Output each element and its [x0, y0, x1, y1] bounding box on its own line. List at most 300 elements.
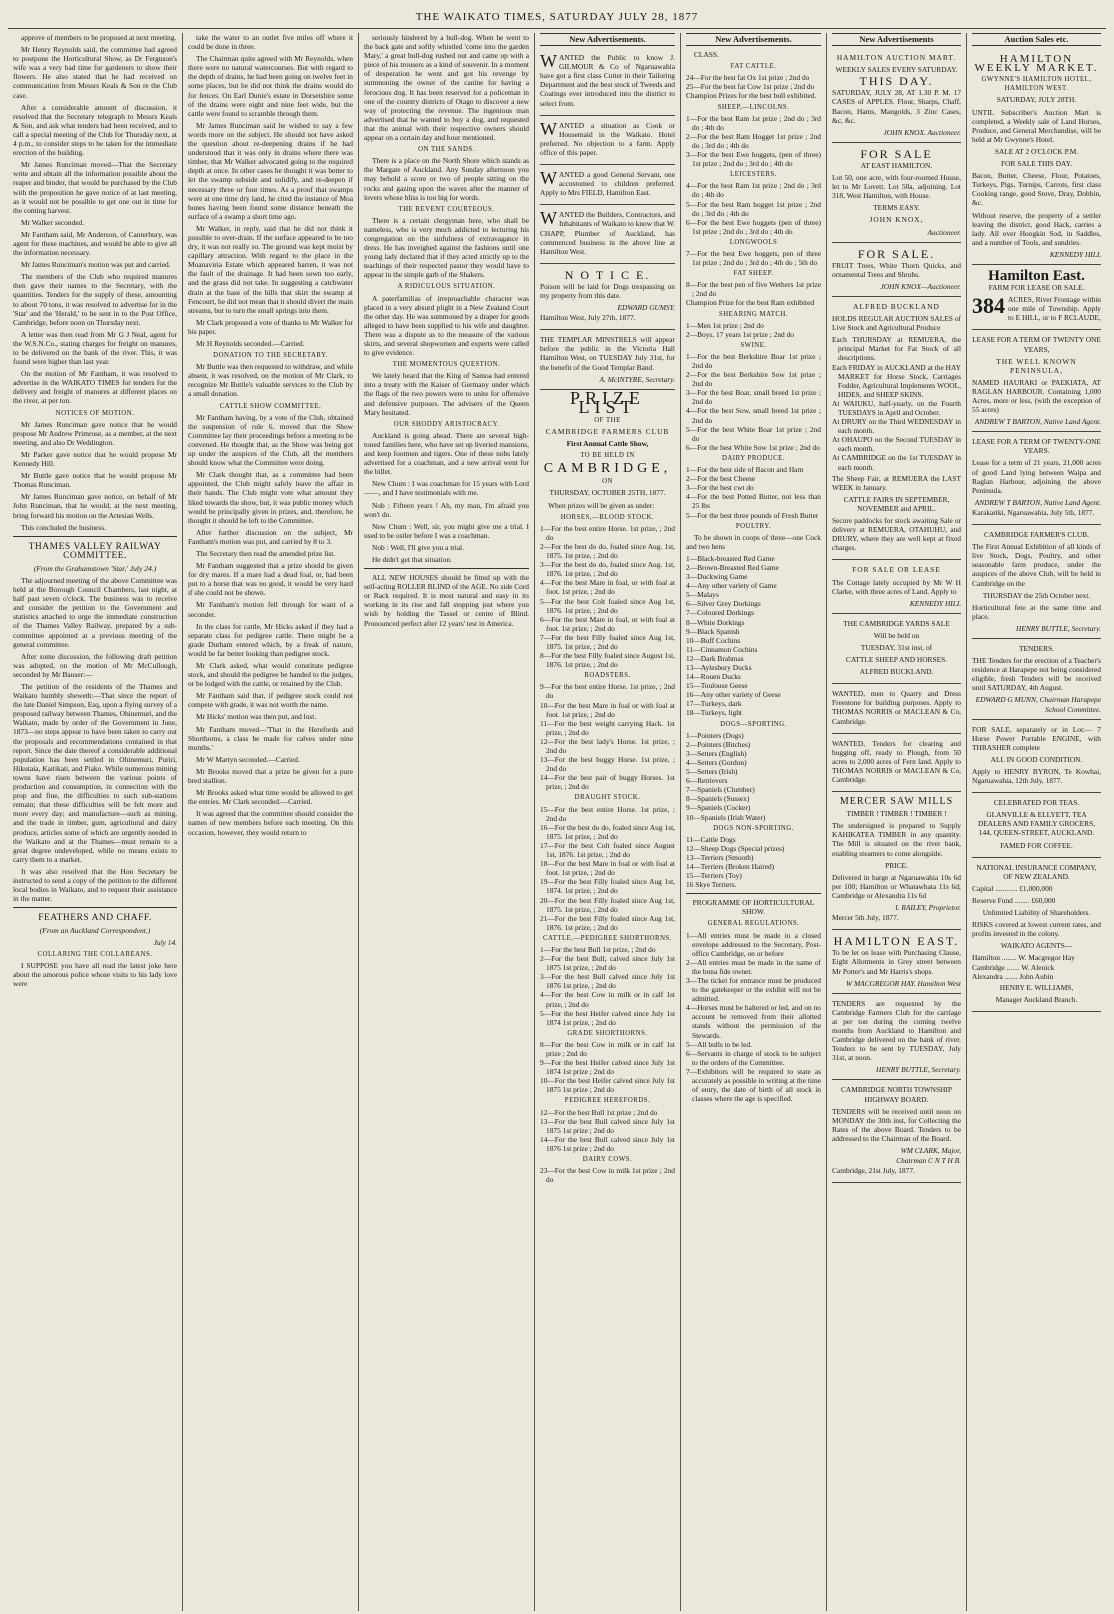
prize-class: 12—Sheep Dogs (Special prizes) [686, 843, 785, 853]
ad-text: Horticultural fete at the same time and place. [972, 602, 1101, 621]
regulation: 3—The ticket for entrance must be produced to the gatekeeper or the exhibit will not be admitted. [686, 976, 821, 1004]
paragraph: He didn't get that situation. [372, 554, 452, 564]
prize-class: 10—For the best Heifer calved since July 1st 1875 1st prize ; 2nd do [540, 1076, 675, 1095]
prize-club: CAMBRIDGE FARMERS CLUB [545, 427, 670, 436]
classified-ad [540, 207, 675, 263]
paragraph: Nob : Well, I'll give you a trial. [372, 542, 464, 552]
paragraph: Mr Fantham having, by a vote of the Club, obtained the suspension of rule 6, moved that the Show Committee lay their proceedings before a meeting to be convened. He thought that, as the Show was being got up under the auspices of the Club, all the members should know what the Committee were doing. [188, 412, 353, 468]
ad-text: Delivered in barge at Ngaruawahia 10s 6d per 100; Hamilton or Whatawhata 11s 6d; Cambridge or Alexandra 11s 6d [832, 872, 961, 900]
article-source: (From an Auckland Correspondent.) [39, 926, 151, 936]
prize-list-title: PRIZE LIST [569, 387, 645, 417]
prize-class-list [540, 1040, 675, 1095]
ad-title: CAMBRIDGE NORTH TOWNSHIP HIGHWAY BOARD. [841, 1085, 952, 1104]
ad-signer: I. RAILEY, Proprietor. [895, 903, 961, 913]
ad-title: FOR SALE. [857, 246, 936, 261]
prize-class: 4—For the best Potted Butter, not less than 25 lbs [686, 492, 821, 511]
ad-date: Cambridge, 21st July, 1877. [832, 1166, 915, 1176]
ad-subtitle: FOR SALE THIS DAY. [1001, 159, 1072, 169]
divider [686, 893, 821, 894]
ad-text: UNTIL Subscriber's Auction Mart is completed, a Weekly sale of Land Horses, Produce, and General Merchandise, will be held at Mr Gwynne's Hotel. [972, 107, 1101, 144]
ad-title: NATIONAL INSURANCE COMPANY, OF NEW ZEALAND. [976, 862, 1097, 881]
prize-class-list [686, 352, 821, 452]
agent: Cambridge ....... W. Alenick [972, 962, 1055, 972]
prize-class: 11—Cinnamon Cochins [686, 644, 758, 654]
ad-subtitle: GWYNNE'S HAMILTON HOTEL, HAMILTON WEST. [981, 76, 1092, 93]
ad-title: MERCER SAW MILLS [839, 796, 954, 808]
paragraph: Mr James Runciman gave notice that he would propose Mr Andrew Primrose, as a member, at the next meeting, and also Dr Weddington. [13, 419, 177, 447]
ad-title: LEASE FOR A TERM OF TWENTY-ONE YEARS. [972, 437, 1101, 456]
paragraph: Mr Hicks' motion was then put, and lost. [196, 712, 317, 722]
ad-text: ANTED the Public to know J. GILMOUR & Co of Ngaruawahia have got a first class Cutter in their Tailoring Department and the best stock of Tweeds and Coatings ever introduced into the district to select from. [540, 53, 675, 108]
section-heading: THE MOMENTOUS QUESTION. [392, 361, 501, 369]
ad-signer: HENRY BUTTLE, Secretary. [876, 1065, 961, 1075]
ad-subtitle: TIMBER ! TIMBER ! TIMBER ! [846, 809, 947, 819]
agent: Hamilton ........ W. Macgregor Hay [972, 953, 1075, 963]
paragraph: The members of the Club who required manures then gave their names to the Secretary, with the quantities. Tenders for the supply of these, amounting to about 70 tons, it was resolved to advertise for in the 'Star' and the 'Herald,' to be sent in to the Post Office, Cambridge, before noon on Thursday next. [13, 272, 177, 327]
prize-class: 19—For the best Filly foaled since Aug 1st, 1874. 1st prize, ; 2nd do [540, 877, 675, 896]
hort-subtitle: GENERAL REGULATIONS. [707, 920, 800, 928]
prize-class-list [686, 114, 821, 169]
for-sale-ad [832, 145, 961, 243]
prize-class: 14—For the best Bull calved since July 1st 1876 1st prize ; 2nd do [540, 1134, 675, 1153]
prize-class: 2—For the best Bull, calved since July 1st 1875 1st prize, ; 2nd do [540, 954, 675, 973]
masthead: THE WAIKATO TIMES, SATURDAY JULY 28, 1877 [8, 6, 1106, 29]
regulation: 4—Horses must be haltered or led, and on no account be removed from their allotted stands without the permission of the Stewards. [686, 1003, 821, 1040]
ad-signer-role: Manager Auckland Branch. [995, 994, 1078, 1004]
regulation: 6—Servants in charge of stock to be subject to the orders of the Committee. [686, 1048, 821, 1067]
ad-text: Will be held on [873, 630, 920, 640]
ad-signer: WM CLARK, Major, [900, 1146, 961, 1155]
prize-class: 13—Terriers (Smooth) [686, 852, 754, 862]
prize-of: OF THE [594, 416, 621, 424]
col1-paras [13, 33, 177, 406]
paragraph: It was agreed that the committee should consider the names of new members before each meeting. On this occasion, however, they would return to [188, 809, 353, 837]
ad-signer: W MACGREGOR HAY. Hamilton West [845, 978, 961, 988]
ad-title: ALFRED BUCKLAND [853, 301, 940, 311]
column-4 [534, 33, 680, 1611]
prize-class-list [686, 73, 821, 100]
peninsula-lease-ad [972, 332, 1101, 432]
ad-date: Hamilton West, July 27th, 1877. [540, 313, 636, 323]
ad-title: LEASE FOR A TERM OF TWENTY ONE YEARS, [972, 335, 1101, 354]
ad-subtitle: CATTLE SHEEP AND HORSES. [845, 655, 948, 665]
prize-class: 2—For the best Cheese [686, 474, 756, 484]
prize-class: 16 Skye Terriers. [686, 880, 737, 890]
ad-text: FOR SALE, separately or in Lot:— 7 Horse Power Portable ENGINE, with THRASHER complete [972, 724, 1101, 752]
tenders-ad [972, 641, 1101, 720]
agent: Alexandra ....... John Aubin [972, 971, 1054, 981]
prize-class: 7—Spaniels (Clumber) [686, 785, 755, 795]
sale-day: Each THURSDAY at REMUERA, the principal Market for Fat Stock of all descriptions. [832, 335, 961, 363]
paragraph: Mr Walker seconded. [21, 217, 85, 227]
class-heading: SWINE. [740, 341, 767, 349]
ad-subtitle: ALL IN GOOD CONDITION. [990, 754, 1083, 764]
ad-text: FRUIT Trees, White Thorn Quicks, and ornamental Trees and Shrubs. [832, 260, 961, 279]
paragraph: This concluded the business. [21, 522, 106, 532]
prize-held: TO BE HELD IN [580, 452, 635, 460]
prize-class: 9—Spaniels (Cocker) [686, 803, 751, 813]
ad-text: Poison will be laid for Dogs trespassing on my property from this date. [540, 281, 675, 300]
prize-class: 13—For the best Bull calved since July 1st 1875 1st prize ; 2nd do [540, 1116, 675, 1135]
ad-text: RISKS covered at lowest current rates, and profits invested in the colony. [972, 920, 1101, 939]
ad-subtitle: FAMED FOR COFFEE. [1000, 840, 1073, 850]
lease-ad [832, 562, 961, 613]
ad-text: THE TEMPLAR MINSTRELS will appear before the public in the Victoria Hall Hamilton West, on TUESDAY July 31st, for the benefit of the Good Templar Band. [540, 335, 675, 372]
paragraph: After a considerable amount of discussion, it resolved that the Secretary telegraph to Messrs Keals & Son, and ask what tenders had been received, and to call a special meeting of the Club for Thursday next, at 4 p.m., to consider steps to be taken for the immediate erection of the building. [13, 102, 177, 158]
ad-subtitle: CATTLE FAIRS IN SEPTEMBER, NOVEMBER and APRIL. [843, 494, 950, 513]
ad-subtitle: Unlimited Liability of Shareholders. [982, 908, 1091, 918]
regulation: 7—Exhibitors will be required to state as accurately as possible in writing at the time of entry, the date of birth of all stock in classes where the age is specified. [686, 1066, 821, 1104]
prize-class-list [686, 554, 821, 718]
ad-subtitle: WAIKATO AGENTS— [1000, 941, 1073, 951]
regulations-list [686, 931, 821, 1104]
paragraph: approve of members to be proposed at next meeting. [21, 33, 177, 42]
prize-class: 16—For the best do do, foaled since Aug 1st, 1875. 1st prize, ; 2nd do [540, 822, 675, 841]
prize-class: 12—For the best Bull 1st prize ; 2nd do [540, 1107, 658, 1117]
sale-day: At DRURY on the Third WEDNESDAY in each month. [832, 417, 961, 436]
prize-class: Champion Prize for the best Ram exhibited [686, 298, 815, 308]
sale-days-list [832, 335, 961, 471]
prize-class: 12—Dark Brahmas [686, 653, 744, 663]
prize-class: 7—For the best Ewe hoggets, pen of three 1st prize ; 2nd do ; 3rd do ; 4th do ; 5th do [686, 248, 821, 268]
regulation: 5—All bulls to be led. [686, 1039, 752, 1049]
ad-signer: EDWARD G MUNN, Chairman Harapepe School Committee. [975, 695, 1101, 714]
prize-class-list [686, 249, 821, 267]
paragraph: Mr H Reynolds seconded.—Carried. [196, 339, 305, 348]
prize-class: 23—For the best Cow in milk 1st prize ; 2nd do [540, 1166, 675, 1185]
class-heading: LONGWOOLS [729, 238, 778, 246]
prize-class: 2—For the best do do, foaled since Aug. 1st, 1875. 1st prize, ; 2nd do [540, 541, 675, 561]
roller-blind-ad: ALL NEW HOUSES should be fitted up with the self-acting ROLLER BLIND of the AGE. No side Cord or Rack required. It is most natural and easy in its working in its rise and fall stopping just where you wish by holding the Tassel or centre of Blind. Pronounced perfect after 12 years' test in America. [364, 573, 529, 628]
prize-class: 3—For the best do do, foaled since Aug. 1st, 1876. 1st prize, ; 2nd do [540, 560, 675, 579]
ad-signer-role: Auctioneer. [927, 227, 961, 237]
ad-text: THE Tenders for the erection of a Teacher's residence at Harapepe not being considered eligible, fresh Tenders will be received until SATURDAY, 4th August. [972, 656, 1101, 693]
paragraph: Mr Buttle was then requested to withdraw, and while absent, it was resolved, on the motion of Mr Clark, to recognize Mr Buttle's valuable services to the Club by a small donation. [188, 362, 353, 399]
insurance-ad [972, 860, 1101, 1012]
paragraph: Mr W Martyn seconded.—Carried. [196, 754, 300, 764]
ad-text: TENDERS are requested by the Cambridge Farmers Club for the carriage at per ton during the coming twelve months from Auckland to Hamilton and Cambridge delivered on the bank of river. Tenders to be sent by TUESDAY, July 31st, at noon. [832, 998, 961, 1063]
paragraph: Mr Walker, in reply, said that he did not think it possible to over-drain. If the surface appeared to be too dry, it was not really so. The ground was kept moist by capillary attraction. With regard to the place in the Moanaviria Estate which appeared barren, it was not the fault of the drainage. It had been sown too early, and the grass did not take. In suggesting a catchwater drain at the base of the hills that skirt the swamp at Fencourt, he did not mean that it should divert the main streams, but to turn the small springs into them. [188, 223, 353, 315]
paragraph: Mr Clark thought that, as a committee had been appointed, the Club might safely leave the affair in their hands. The Club might vote what amount they liked towards the show, but, it was public money which would be principally given in prizes, and, therefore, he thought it should be left to the Committee. [188, 470, 353, 525]
prize-class: 7—Coloured Dorkings [686, 608, 754, 618]
prize-class: 10—For the best Mare in foal or with foal at foot. 1st prize, ; 2nd do [540, 700, 675, 719]
prize-class-list [540, 682, 675, 791]
paragraph: Mr James Runciman said he wished to say a few words more on the subject. He should not have asked the question about re-deepening drains if he had understood that it was only in drains where there was timber, that Mr Walker advocated going to the required depth at once. In other cases he thought it was better to let the swamp subside and solidify, and re-deepen if necessary three or four times. As a proof that swamps were at one time dry land, he cited the instance of Moa bones having been found some distance beneath the surface of a swamp a short time ago. [188, 120, 353, 221]
prize-class: 3—Duckwing Game [686, 572, 748, 582]
paragraph: I SUPPOSE you have all read the latest joke here about the amorous police whose visits to his lady love were [13, 960, 177, 988]
prize-class: 15—Terriers (Toy) [686, 871, 742, 881]
ad-title: TENDERS. [1018, 643, 1055, 653]
ad-text: ANTED a situation as Cook or Housemaid in the Waikato. Hotel preferred. No objection to a farm. Apply office of this paper. [540, 120, 675, 157]
paragraph: The adjourned meeting of the above Committee was held at the Borough Council Chambers, last night, at half past seven o'clock. The business was to receive and consider the petition to the Government and statistics attached to urge the immediate construction of the Thames Valley Railway, prepared by a sub-committee appointed at a previous meeting of the general committee. [13, 575, 177, 649]
section-heading: NOTICES OF MOTION. [55, 409, 135, 417]
prize-class: 8—For the best pen of five Wethers 1st prize ; 2nd do [686, 280, 821, 299]
paragraph: Nob : Fifteen years ! Ah, my man, I'm afraid you won't do. [364, 500, 529, 519]
paragraph: Mr Fantham suggested that a prize should be given for dry mares. If a mare had a dead foal, or, had been put to a horse that was no good, it would be very hard if she could not be shown. [188, 561, 353, 598]
ad-subtitle: PRICE. [885, 860, 908, 870]
prize-class-list [686, 280, 821, 307]
paragraph: Mr Buttle gave notice that he would propose Mr Thomas Runciman. [13, 471, 177, 490]
wanted-ad [832, 686, 961, 733]
ad-text: Apply to HENRY BYRON, Te Kowhai, Ngaruawahia, 12th July, 1877. [972, 767, 1101, 786]
paragraph: In the class for cattle, Mr Hicks asked if they had a separate class for pedigree cattle. There might be a grade Durham entered which, by a freak of nature, would be far better looking than pedigree stock. [188, 621, 353, 658]
class-heading: DAIRY PRODUCE. [721, 454, 786, 462]
ad-signer: KENNEDY HILL [909, 598, 961, 608]
prize-class: 4—For the best Mare in foal, or with foal at foot. 1st prize, ; 2nd do [540, 578, 675, 597]
prize-class: 8—For the best Filly foaled since August 1st, 1876. 1st prize, ; 2nd do [540, 651, 675, 670]
ad-text: ANTED a good General Servant, one accustomed to children preferred. Apply to Mrs FIELD, Hamilton East. [540, 170, 675, 198]
paragraph: Mr Fantham said, Mr Anderson, of Canterbury, was agent for these machines, and would be able to give all the information necessary. [13, 229, 177, 258]
prize-class: 8—For the best Cow in milk or in calf 1st prize ; 2nd do [540, 1039, 675, 1058]
paragraph: On the motion of Mr Fantham, it was resolved to advertise in the WAIKATO TIMES for tenders for the delivery and freight of manures at different places on the river, at per ton. [13, 369, 177, 406]
prize-date: THURSDAY, OCTOBER 25TH, 1877. [549, 488, 666, 498]
paragraph: Mr James Runciman's motion was put and carried. [21, 260, 171, 270]
ad-text: Secure paddocks for stock awaiting Sale or delivery at REMUERA, OTAHUHU, and DRURY, where they are well kept at fixed charges. [832, 516, 961, 553]
paragraph: After some discussion, the following draft petition was adopted, on the motion of Mr McCullough, seconded by Mr Bauser:— [13, 651, 177, 679]
sale-day: At OHAUPO on the Second TUESDAY in each month. [832, 435, 961, 454]
buckland-ad [832, 299, 961, 560]
prize-class: 7—For the best Filly foaled since Aug 1st, 1875. 1st prize, ; 2nd do [540, 632, 675, 651]
drop-cap: W [540, 118, 557, 139]
class-heading: HORSES,—BLOOD STOCK. [560, 513, 655, 521]
ad-text: HOLDS REGULAR AUCTION SALES of Live Stock and Agricultural Produce [832, 314, 961, 333]
class-heading: PEDIGREE HEREFORDS. [564, 1097, 651, 1105]
ad-date: Mercer 5th July, 1877. [832, 913, 899, 923]
prize-class: 3—For the best Boar, small breed 1st prize ; 2nd do [686, 388, 821, 407]
fruit-trees-ad [832, 245, 961, 297]
ad-title: CELEBRATED FOR TEAS. [993, 798, 1080, 808]
minstrels-ad [540, 332, 675, 389]
prize-class: 2—Boys, 17 years 1st prize ; 2nd do [686, 329, 794, 339]
ad-title: FOR SALE [860, 146, 933, 161]
ad-title: THIS DAY. [859, 74, 934, 89]
grocers-ad [972, 795, 1101, 857]
ad-date: THURSDAY the 25th October next. [982, 590, 1091, 600]
paragraph: A paterfamilias of irreproachable character was placed in a very absurd plight in a New Zealand Court the other day. He was summoned by a draper for goods alleged to have been supplied to his wife and daughter. There was a dispute as to the measure of the various skirts, and several shopwomen and experts were called to give evidence. [364, 293, 529, 358]
ad-title: HAMILTON AUCTION MART. [836, 53, 957, 63]
auction-mart-ad [832, 50, 961, 143]
section-heading: THE REVENT COURTEOUS. [398, 205, 495, 213]
prize-class: 1—For the best Berkshire Boar 1st prize ; 2nd do [686, 351, 821, 370]
prize-class: 24—For the best fat Ox 1st prize ; 2nd do [686, 73, 810, 83]
prize-class-list [686, 465, 821, 520]
prize-class: 11—For the best weight carrying Hack. 1st prize, ; 2nd do [540, 718, 675, 737]
prize-class-list [540, 805, 675, 932]
prize-class: 1—For the best Ram 1st prize ; 2nd do ; 3rd do ; 4th do [686, 113, 821, 132]
divider [13, 907, 177, 908]
prize-class-list [686, 321, 821, 339]
prize-class: 10—Spaniels (Irish Water) [686, 812, 766, 822]
ad-text: Capital ............ £1,000,000 [972, 883, 1053, 893]
prize-class: 1—Men 1st prize ; 2nd do [686, 320, 764, 330]
sale-day: Each FRIDAY in AUCKLAND at the HAY MARKET for Horse Stock, Carriages Fodder, Agricultural Implements WOOL, HIDES, and SHEEP SKINS. [832, 362, 961, 399]
hamilton-east-ad [832, 932, 961, 993]
section-heading: COLLARING THE COLLAREANS. [37, 950, 153, 958]
prize-class: 5—For the best White Boar 1st prize ; 2nd do [686, 424, 821, 443]
section-heading: A RIDICULOUS SITUATION. [397, 283, 496, 291]
classified-ad [540, 167, 675, 205]
paragraph: New Chum : Well, sir, you might give me a trial. I used to be ostler before I was a coachman. [364, 521, 529, 540]
ad-signer: HENRY E. WILLIAMS, [999, 982, 1074, 992]
ad-text: NAMED HAURAKI or PAEKIATA, AT RAGLAN HARBOUR. Containing 1,000 Acres, more or less, (with the exception of 55 acres) [972, 377, 1101, 415]
tenders-ad [832, 996, 961, 1081]
paragraph: There is a place on the North Shore which stands as the Margate of Auckland. Any Sunday afternoon you may behold a score or two of people sitting on the rocks and gazing upon the waves after the manner of lovers whose bliss is too big for words. [364, 156, 529, 202]
prize-class: 17—Turkeys, dark [686, 699, 742, 709]
prize-class: 5—Malays [686, 590, 719, 600]
class-heading: DAIRY COWS. [582, 1156, 633, 1164]
paragraph: Mr Brooks asked what time would be allowed to get the entries. Mr Clark seconded.—Carried. [188, 788, 353, 807]
ad-text: WANTED, Tenders for clearing and bugging off, ready to Plough, from 50 acres to 2,000 acres of Fern land. Apply to THOMAS NORRIS or MACLEAN & Co, Cambridge. [832, 738, 961, 784]
prize-class: 14—For the best pair of buggy Horses. 1st prize, ; 2nd do [540, 773, 675, 792]
prize-class: 13—For the best buggy Horse. 1st prize, ; 2nd do [540, 755, 675, 774]
prize-town: CAMBRIDGE, [543, 461, 672, 477]
prize-class-list [686, 181, 821, 236]
section-heading: OUR SHODDY ARISTOCRACY. [393, 420, 500, 428]
weekly-market-ad [972, 50, 1101, 265]
prize-class: 9—For the best Heifer calved since July 1st 1874 1st prize ; 2nd do [540, 1058, 675, 1077]
class-heading: DOGS—SPORTING. [720, 720, 787, 728]
paragraph: A letter was then read from Mr G J Neal, agent for the W.S.N.Co., stating charges for freight on manures, to be delivered on the bank of the river. This, it was found were higher than last year. [13, 329, 177, 367]
prize-class-list [540, 945, 675, 1027]
prize-class: 2—For the best Berkshire Sow 1st prize ; 2nd do [686, 370, 821, 389]
prize-class: 21—For the best Filly foaled since Aug 1st, 1876. 1st prize, ; 2nd do [540, 913, 675, 932]
hort-title: PROGRAMME OF HORTICULTURAL SHOW. [692, 898, 815, 917]
prize-show: First Annual Cattle Show, [566, 439, 649, 449]
prize-class: 15—For the best entire Horse. 1st prize, ; 2nd do [540, 804, 675, 823]
section-heading: ON THE SANDS. [418, 146, 475, 154]
paragraph: Mr Clark proposed a vote of thanks to Mr Walker for his paper. [188, 317, 353, 336]
paragraph: Mr Fantham said that, if pedigree stock could not compete with grade, it was not worth the name. [188, 691, 353, 710]
column-6 [826, 33, 966, 1611]
class-heading: FAT CATTLE. [730, 63, 777, 71]
engine-sale-ad [972, 722, 1101, 794]
prize-class: 2—Pointers (Bitches) [686, 739, 751, 749]
drop-cap: W [540, 168, 557, 189]
ad-text: The Cottage lately occupied by Mr W H Clarke, with three acres of Land. Apply to [832, 577, 961, 596]
prize-class: 5—For the best Ram hogget 1st prize ; 2nd do ; 3rd do ; 4th do [686, 199, 821, 218]
ad-text: ACRES, River Frontage within one mile of Township. Apply to E HILL, or to F RCLAUDE, [1008, 295, 1101, 323]
ad-signer: ANDREW T BARTON, Native Land Agent. [974, 417, 1101, 427]
class-heading: DOGS NON-SPORTING. [713, 824, 794, 832]
prize-class: 4—For the best Ram 1st prize ; 2nd do ; 3rd do ; 4th do [686, 181, 821, 200]
ad-text: The First Annual Exhibition of all kinds of live Stock, Dogs, Poultry, and other seasonable farm produce, under the auspices of the above Club, will be held in Cambridge on the [972, 542, 1101, 588]
columns [8, 33, 1106, 1611]
ad-title: HAMILTON EAST. [833, 934, 960, 949]
ad-signer: ANDREW T BARTON, Native Land Agent. [974, 497, 1101, 507]
ad-text: The undersigned is prepared to Supply KAHIKATEA TIMBER in any quantity. The Mill is situated on the river bank, enabling steamers to come alongside. [832, 821, 961, 858]
paragraph: New Chum : I was coachman for 15 years with Lord ——, and I have testimonials with me. [364, 479, 529, 498]
classified-ad [540, 118, 675, 165]
article-title: THAMES VALLEY RAILWAY COMMITTEE. [28, 541, 162, 561]
prize-class: 15—Toulouse Geese [686, 681, 748, 691]
prize-class-list [686, 835, 821, 890]
prize-class: 6—For the best Mare in foal, or with foal at foot. 1st prize, ; 2nd do [540, 614, 675, 633]
ad-text: Reserve Fund ........ £60,000 [972, 895, 1056, 905]
prize-class: 25—For the best fat Cow 1st prize ; 2nd do [686, 82, 815, 92]
class-heading: GRADE SHORTHORNS. [567, 1029, 648, 1037]
paragraph: Mr James Runciman gave notice, on behalf of Mr John Runciman, that he would, at the next meeting, bring forward his motion on the Artesian Wells. [13, 492, 177, 520]
class-heading: LEICESTERS. [730, 171, 777, 179]
saw-mills-ad [832, 794, 961, 930]
ad-text: Bacon, Butter, Cheese, Flour, Potatoes, Turkeys, Pigs, Turnips, Carrots, first class Cooking range, good Stove, Dray, Dobbin, &c. [972, 171, 1101, 208]
prize-class: 4—Setters (Gordon) [686, 757, 747, 767]
prize-class: 20—For the best Filly foaled since Aug 1st, 1875. 1st prize, ; 2nd do [540, 895, 675, 914]
paragraph: Mr Parker gave notice that he would propose Mr Kennedy Hill. [13, 449, 177, 469]
prize-class: 3—For the best cwt do [686, 483, 754, 493]
drop-cap: W [540, 208, 557, 229]
regulation: 2—All entries must be made in the name of the bona fide owner. [686, 957, 821, 976]
prize-class: 4—Any other variety of Game [686, 581, 777, 591]
prize-class: 4—For the best Cow in milk or in calf 1st prize, ; 2nd do [540, 990, 675, 1009]
ad-signer: JOHN KNOX. Auctioneer. [883, 127, 961, 137]
ad-signer: HENRY BUTTLE, Secretary. [1016, 623, 1101, 633]
ad-signer: EDWARD GUMSY. [617, 303, 675, 313]
prize-class: 12—For the best lady's Horse. 1st prize, ; 2nd do [540, 736, 675, 755]
column-heading: New Advertisements [832, 33, 961, 46]
prize-class: 1—Pointers (Dogs) [686, 730, 744, 740]
ad-subtitle: AT EAST HAMILTON. [860, 160, 933, 170]
class-label: CLASS. [694, 50, 719, 60]
prize-class: 6—Retrievers [686, 776, 728, 786]
farm-lease-ad [972, 267, 1101, 330]
prize-class: 2—Brown-Breasted Red Game [686, 562, 779, 572]
prize-class: 6—Silver Grey Dorkings [686, 599, 761, 609]
prize-class: 1—For the best side of Bacon and Ham [686, 465, 804, 475]
article-title: FEATHERS AND CHAFF. [38, 913, 152, 924]
prize-class-list [686, 731, 821, 822]
paragraph: Mr Clark asked, what would constitute pedigree stock, and should the pedigree be handed to the judges, or be lodged with the cattle, or retained by the Club. [188, 661, 353, 689]
prize-class: 10—Buff Cochins [686, 635, 741, 645]
paragraph: It was also resolved that the Hon Secretary be instructed to send a copy of the petition to the different local bodies in Waikato, and to request their assistance in the matter. [13, 866, 177, 904]
drop-cap: W [540, 51, 557, 72]
ad-signer-role: Chairman C N T H B. [896, 1156, 961, 1166]
prize-class: 6—For the best Ewe hoggets (pen of three) 1st prize ; 2nd do ; 3rd do ; 4th do [686, 217, 821, 236]
article-date: July 14. [153, 938, 177, 948]
ad-subtitle: SALE AT 2 O'CLOCK P.M. [994, 146, 1079, 156]
ad-subtitle: FARM FOR LEASE OR SALE. [988, 283, 1085, 293]
paragraph: Mr Fantham's motion fell through for want of a seconder. [188, 600, 353, 619]
paragraph: The Secretary then read the amended prize list. [196, 548, 336, 558]
prize-class: 16—Any other variety of Geese [686, 690, 781, 700]
column-7 [966, 33, 1106, 1611]
wanted-ad [832, 736, 961, 792]
ad-title: FOR SALE OR LEASE [852, 565, 941, 575]
highway-board-ad [832, 1082, 961, 1183]
regulation: 1—All entries must be made in a closed envelope addressed to the Secretary, Post-office Cambridge, on or before [686, 930, 821, 958]
column-2 [182, 33, 358, 1611]
paragraph: Mr Fantham moved—'That in the Herefords and Shorthorns, a class be made for calves under nine months.' [188, 724, 353, 752]
prize-class: 5—For the best Colt foaled since Aug 1st, 1876. 1st prize, ; 2nd do [540, 596, 675, 615]
prize-class: 13—Aylesbury Ducks [686, 663, 752, 672]
ad-text: WANTED, men to Quarry and Dress Freestone for building purposes. Apply to THOMAS NORRIS or MACLEAN & Co, Cambridge. [832, 689, 961, 726]
paragraph: The petition of the residents of the Thames and Waikato humbly sheweth:—That since the report of the late Daniel Simpson, Esq, upon a flying survey of a proposed railway between Thames, Ohinemuri, and the Waikato, made by order of the Government in June, 1873—no steps appear to have been taken to carry out the proposals and recommendations contained in that report. Since the date thereof a considerable additional population has been settled in Ohinemuri, Puriri, Hikutaia, Kaitikati, and Piako. While numerous mining towns have risen between the various points of production and consumption, in connection with the prop and fine, the difficulties to such sub-stations remain; that these difficulties will be felt more and more every day; and manufacture—such as mining, and the trade in timber, gum, agricultural and dairy produce, articles some of which are urgently needed in the Waikato and at the Thames—must remain to a great degree undeveloped, while no means exists to carry them to a market. [13, 682, 177, 864]
ad-text: GLANVILLE & ELLYETT, TEA DEALERS AND FAMILY GROCERS, 144, QUEEN-STREET, AUCKLAND. [977, 810, 1096, 838]
paragraph: take the water to an outlet five miles off where it could be done in three. [188, 33, 353, 52]
prize-class: 1—Black-breasted Red Game [686, 553, 775, 563]
prize-class: 2—For the best Ram Hogget 1st prize ; 2nd do ; 3rd do ; 4th do [686, 131, 821, 150]
prize-class: 4—For the best Sow, small breed 1st prize ; 2nd do [686, 406, 821, 425]
prize-class: 14—Rouen Ducks [686, 672, 741, 682]
column-heading: New Advertisements. [540, 33, 675, 46]
ad-signer: JOHN KNOX, [869, 215, 924, 225]
paragraph: Mr Henry Reynolds said, the committee had agreed to postpone the Horticultural Show, as Dr Ferguson's wife was a very bad time for gardeners to show their flowers. He also stated that he had received on communication from Messrs Keals & Son re the Club case. [13, 45, 177, 100]
ad-terms: TERMS EASY. [873, 203, 920, 213]
prize-class: 1—For the best Bull 1st prize, ; 2nd do [540, 944, 656, 954]
prize-class-list [540, 524, 675, 670]
paragraph: Mr James Runciman moved—That the Secretary write and obtain all the information possible about the reaper and binder, that would be purchased by the Club with the proposition he gave notice of at last meeting, as it would not be possible to get one out in time for the coming harvest. [13, 160, 177, 215]
prize-class: Champion Prizes for the best bull exhibited. [686, 91, 817, 101]
paragraph: The Chairman quite agreed with Mr Reynolds, when there were no natural watercourses. But with regard to the depth of drains, he had been going on twelve feet in some places, but he did not think the drains would do for fences. On Earl Dunie's estate in Dorsetshire some of the drains were eight and nine feet wide, but the cattle were found to scramble through them. [188, 54, 353, 118]
